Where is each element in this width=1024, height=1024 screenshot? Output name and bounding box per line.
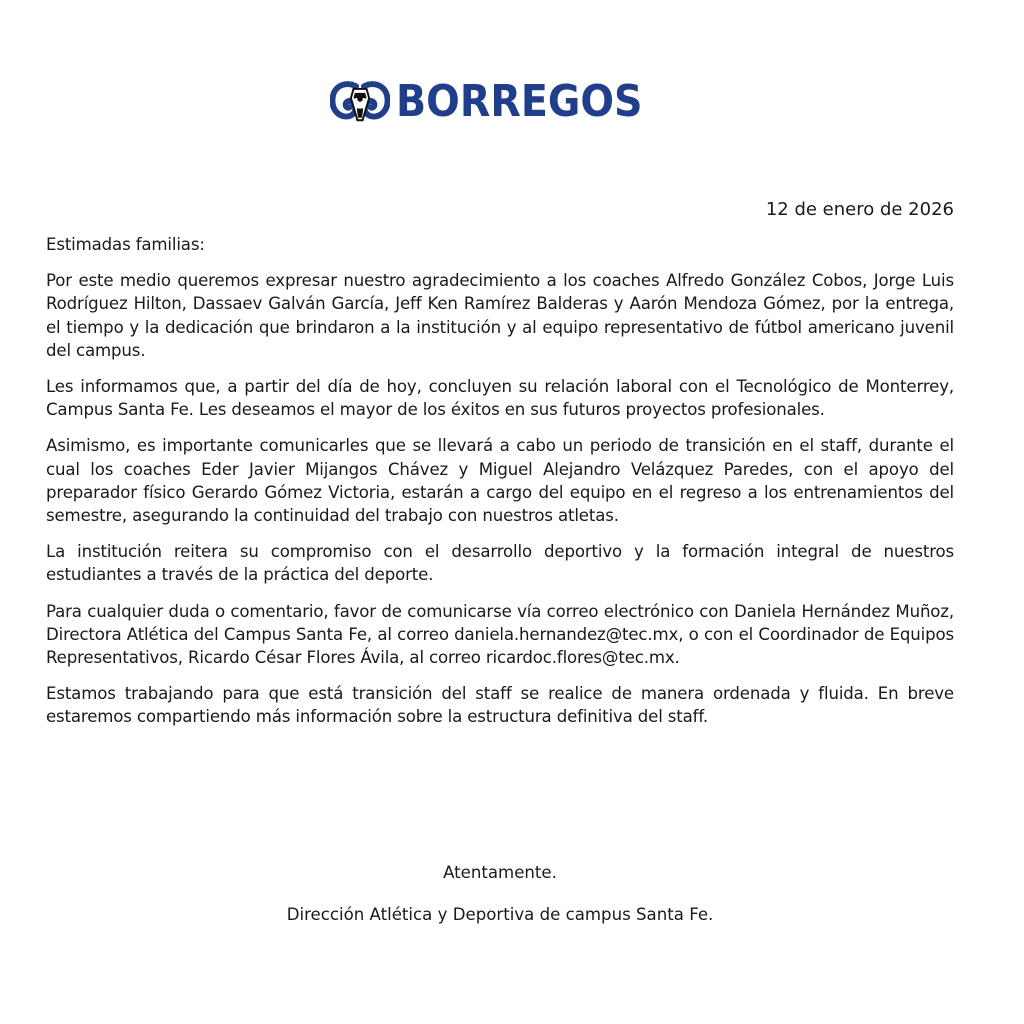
borregos-logo [330,66,670,138]
paragraph-transition: Asimismo, es importante comunicarles que se llevará a cabo un periodo de transición en el staff, durante el cual los coaches Eder Javier Mijangos Chávez y Miguel Alejandro Velázquez Paredes, con el apoyo del preparador físico Gerardo Gómez Victoria, estarán a cargo del equipo en el regreso a los entrenamientos del semestre, asegurando la continuidad del trabajo con nuestros atletas. [46,436,954,526]
paragraph-acknowledgement: Por este medio queremos expresar nuestro agradecimiento a los coaches Alfredo González Cobos, Jorge Luis Rodríguez Hilton, Dassaev Galván García, Jeff Ken Ramírez Balderas y Aarón Mendoza Gómez, por la entrega, el tiempo y la dedicación que brindaron a la institución y al equipo representativo de fútbol americano juvenil del campus. [46,271,954,360]
ram-head-icon [330,68,390,136]
paragraph-commitment: La institución reitera su compromiso con el desarrollo deportivo y la formación integral de nuestros estudiantes a través de la práctica del deporte. [46,542,954,585]
greeting: Estimadas familias: [46,235,205,254]
logo-wordmark: BORREGOS [396,76,643,127]
paragraph-contact: Para cualquier duda o comentario, favor de comunicarse vía correo electrónico con Daniela Hernández Muñoz, Directora Atlética del Campus Santa Fe, al correo daniela.hernandez@tec.mx, o con el Coordinador de Equipos Representativos, Ricardo César Flores Ávila, al correo ricardoc.flores@tec.mx. [46,601,954,668]
signature: Dirección Atlética y Deportiva de campus Santa Fe. [286,905,714,924]
paragraph-termination: Les informamos que, a partir del día de hoy, concluyen su relación laboral con el Tecnológico de Monterrey, Campus Santa Fe. Les deseamos el mayor de los éxitos en sus futuros proyectos profesionales. [46,377,954,420]
letter-body [46,233,954,742]
valediction: Atentamente. [443,863,557,882]
letter-date: 12 de enero de 2026 [765,199,954,220]
paragraph-closing-note: Estamos trabajando para que está transición del staff se realice de manera ordenada y fluida. En breve estaremos compartiendo más información sobre la estructura definitiva del staff. [46,684,954,727]
